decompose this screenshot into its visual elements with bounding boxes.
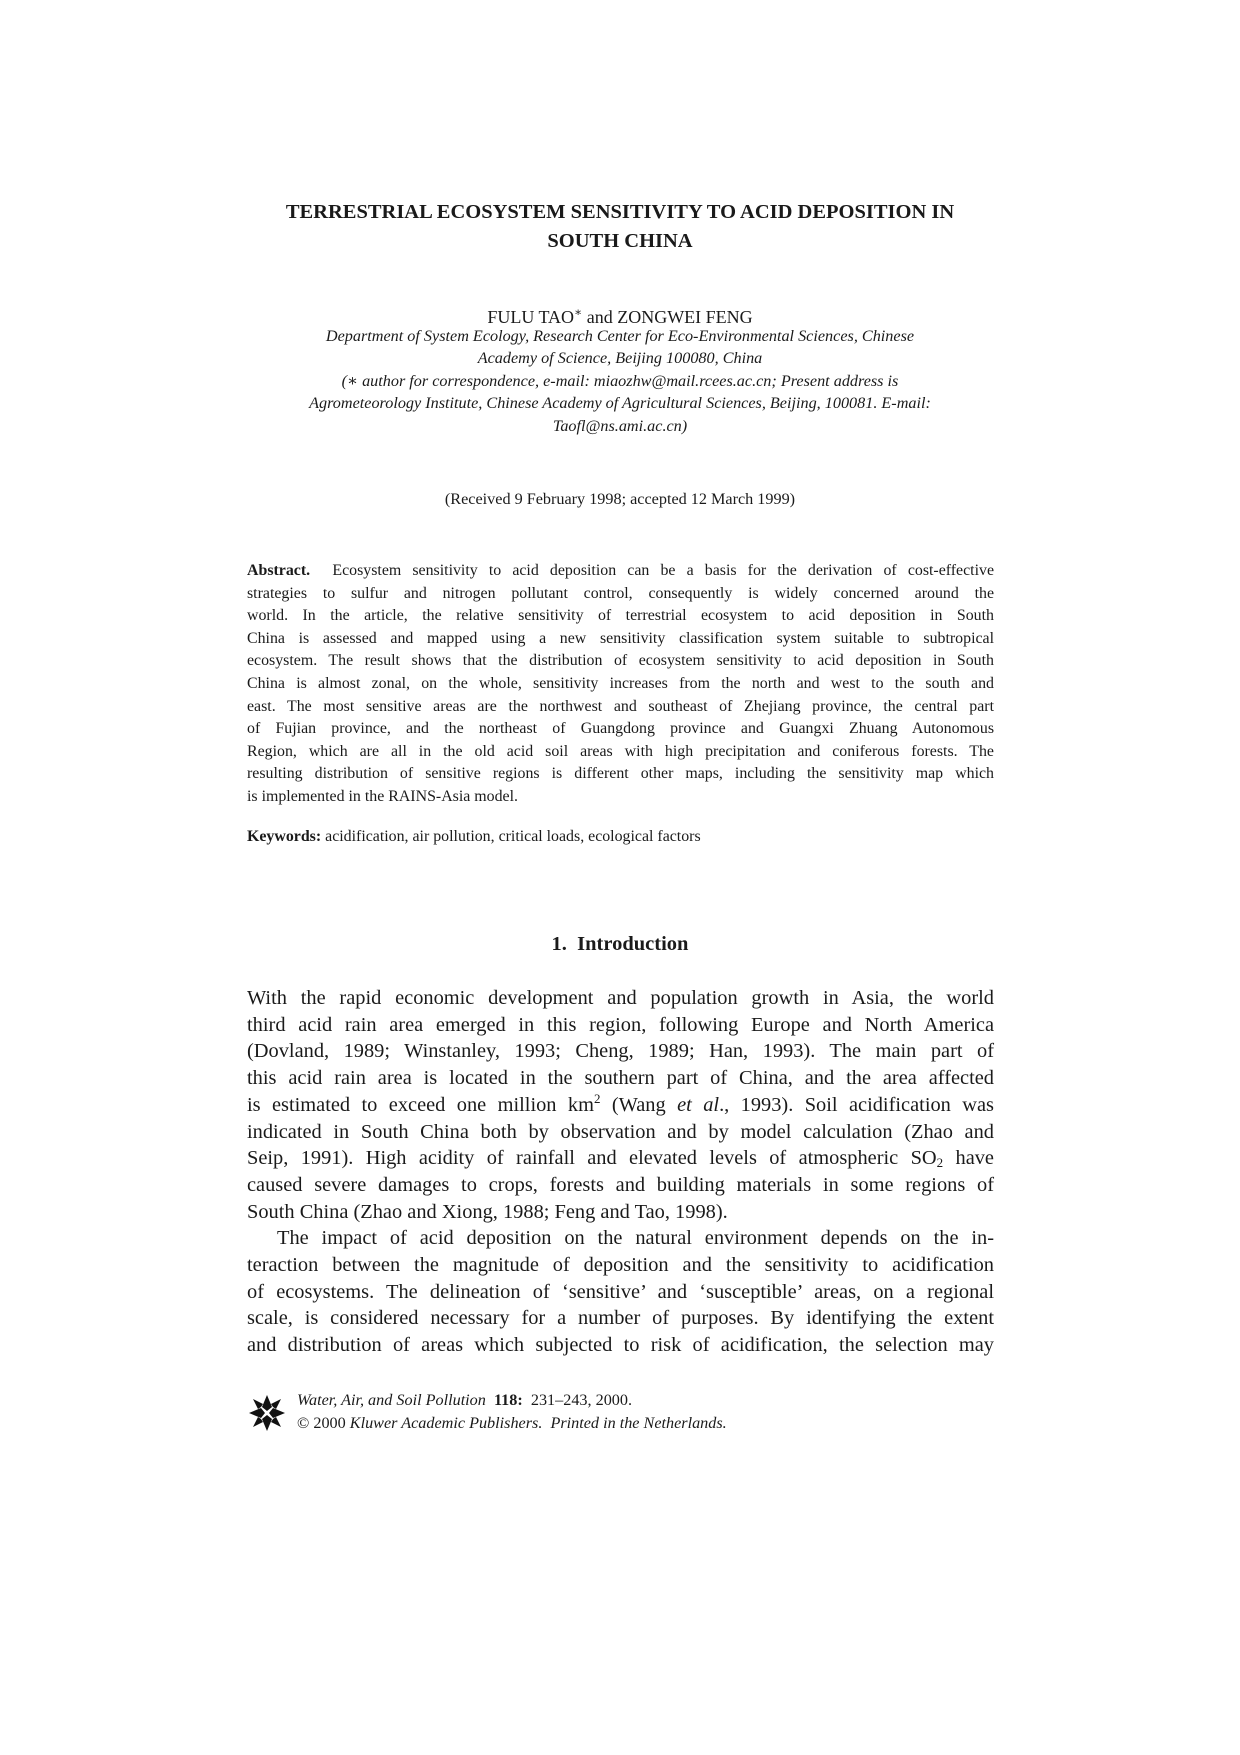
body-line: caused severe damages to crops, forests and building materials in some regions of — [247, 1173, 994, 1196]
publisher-name: Kluwer Academic Publishers. — [349, 1414, 543, 1432]
body-line: Seip, 1991). High acidity of rainfall and elevated levels of atmospheric $SO_2$ have — [247, 1147, 994, 1171]
affiliation-line: Agrometeorology Institute, Chinese Academy of Agricultural Sciences, Beijing, 100081. E-mail: — [309, 394, 931, 413]
keywords-text: acidification, air pollution, critical loads, ecological factors — [325, 828, 701, 845]
body-line: indicated in South China both by observation and by model calculation (Zhao and — [247, 1120, 994, 1143]
journal-volume: 118: — [493, 1391, 523, 1409]
title-line-2: SOUTH CHINA — [547, 230, 693, 252]
author-2: ZONGWEI FENG — [617, 307, 753, 327]
body-line: The impact of acid deposition on the natural environment depends on the in- — [277, 1227, 994, 1250]
body-line: South China (Zhao and Xiong, 1988; Feng and Tao, 1998). — [247, 1200, 728, 1223]
abstract-line: world. In the article, the relative sensitivity of terrestrial ecosystem to acid deposition in South — [247, 607, 994, 625]
title-line-1: TERRESTRIAL ECOSYSTEM SENSITIVITY TO ACID DEPOSITION IN — [285, 201, 955, 223]
abstract-line: China is almost zonal, on the whole, sensitivity increases from the north and west to the south and — [247, 674, 994, 692]
abstract-line: ecosystem. The result shows that the distribution of ecosystem sensitivity to acid deposition in South — [247, 652, 994, 670]
author-connector: and — [586, 307, 613, 327]
abstract-line: Abstract. Ecosystem sensitivity to acid deposition can be a basis for the derivation of cost-effective — [247, 562, 994, 579]
abstract — [247, 560, 994, 809]
abstract-line: strategies to sulfur and nitrogen pollutant control, consequently is widely concerned around the — [247, 584, 994, 602]
section-number: 1. — [551, 933, 567, 955]
abstract-line: east. The most sensitive areas are the northwest and southeast of Zhejiang province, the central part — [247, 697, 994, 715]
abstract-line: Region, which are all in the old acid soil areas with high precipitation and coniferous forests. The — [247, 742, 994, 760]
body-line: third acid rain area emerged in this region, following Europe and North America — [247, 1013, 994, 1036]
author-line — [246, 301, 994, 328]
copyright-year: 2000 — [313, 1414, 346, 1432]
journal-name: Water, Air, and Soil Pollution — [297, 1391, 486, 1409]
journal-pages: 231–243, 2000. — [530, 1391, 633, 1409]
body-line: teraction between the magnitude of deposition and the sensitivity to acidification — [247, 1254, 994, 1277]
printed-location: Printed in the Netherlands. — [550, 1414, 727, 1432]
citation-line — [297, 1389, 727, 1412]
section-title: Introduction — [577, 933, 689, 955]
body-line: of ecosystems. The delineation of ‘sensitive’ and ‘susceptible’ areas, on a regional — [247, 1280, 994, 1303]
received-dates: (Received 9 February 1998; accepted 12 March 1999) — [444, 490, 796, 508]
abstract-label: Abstract. — [247, 562, 311, 579]
body-line: (Dovland, 1989; Winstanley, 1993; Cheng, 1989; Han, 1993). The main part of — [247, 1040, 994, 1063]
keywords-label: Keywords: — [247, 828, 322, 845]
affiliation — [246, 325, 994, 437]
journal-footer — [247, 1389, 994, 1439]
body-line: scale, is considered necessary for a number of purposes. By identifying the extent — [247, 1307, 994, 1330]
body-line: With the rapid economic development and population growth in Asia, the world — [247, 987, 994, 1009]
body-text — [247, 985, 994, 1359]
abstract-line: of Fujian province, and the northeast of Guangdong province and Guangxi Zhuang Autonomous — [247, 720, 994, 738]
copyright-line — [297, 1412, 727, 1435]
correspondence-mark: ∗ — [574, 305, 583, 319]
affiliation-line: (∗ author for correspondence, e-mail: miaozhw@mail.rcees.ac.cn; Present address is — [341, 371, 899, 390]
copyright-symbol: © — [297, 1414, 310, 1432]
paper-title — [246, 198, 994, 256]
body-line: is estimated to exceed one million $km^2$ (Wang et al., 1993). Soil acidification was — [247, 1090, 994, 1116]
footer-text — [297, 1389, 727, 1435]
keywords — [247, 826, 994, 848]
affiliation-line: Academy of Science, Beijing 100080, China — [477, 349, 763, 368]
abstract-line: is implemented in the RAINS-Asia model. — [247, 787, 518, 805]
affiliation-line: Taofl@ns.ami.ac.cn) — [552, 416, 688, 435]
author-1: FULU TAO — [487, 307, 575, 327]
affiliation-line: Department of System Ecology, Research Center for Eco-Environmental Sciences, Chinese — [325, 327, 915, 345]
body-line: and distribution of areas which subjected to risk of acidification, the selection may — [247, 1334, 994, 1357]
kluwer-logo-icon — [247, 1393, 287, 1433]
body-line: this acid rain area is located in the southern part of China, and the area affected — [247, 1067, 994, 1090]
abstract-line: resulting distribution of sensitive regions is different other maps, including the sensitivity map which — [247, 765, 994, 783]
section-heading — [246, 930, 994, 958]
abstract-line: China is assessed and mapped using a new sensitivity classification system suitable to subtropical — [247, 629, 994, 647]
